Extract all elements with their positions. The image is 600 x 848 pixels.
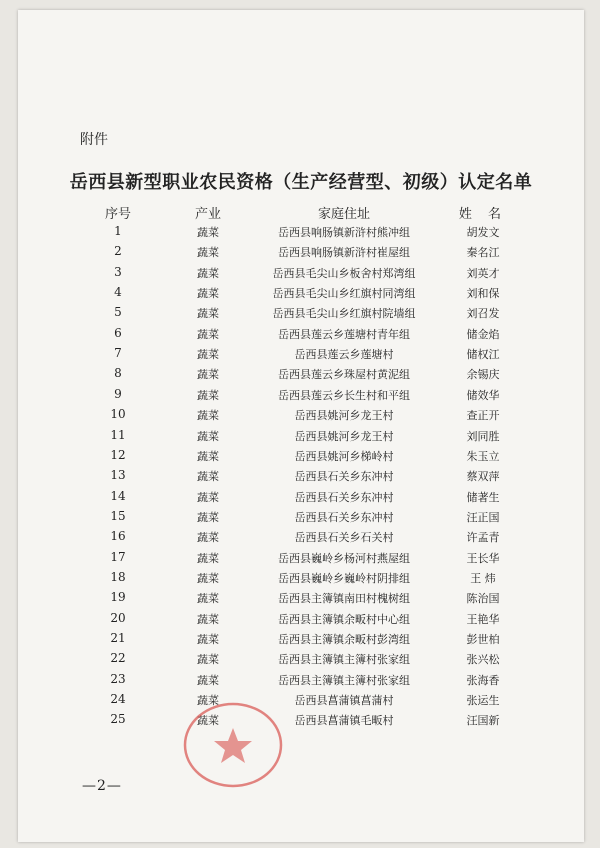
header-address: 家庭住址 bbox=[317, 207, 370, 222]
cell-no: 22 bbox=[110, 651, 126, 666]
cell-no: 2 bbox=[114, 244, 122, 259]
cell-no: 13 bbox=[110, 468, 126, 483]
cell-industry: 蔬菜 bbox=[197, 388, 219, 402]
cell-address: 岳西县石关乡东冲村 bbox=[294, 490, 394, 504]
cell-address: 岳西县主簿镇主簿村张家组 bbox=[278, 653, 410, 667]
cell-no: 15 bbox=[110, 508, 126, 523]
cell-name: 张海香 bbox=[466, 673, 500, 687]
cell-industry: 蔬菜 bbox=[197, 266, 219, 280]
cell-name: 刘同胜 bbox=[466, 429, 500, 443]
cell-name: 余锡庆 bbox=[466, 368, 500, 382]
cell-industry: 蔬菜 bbox=[197, 694, 219, 708]
table-row bbox=[18, 428, 584, 450]
cell-no: 25 bbox=[110, 712, 126, 727]
page-number: —2— bbox=[82, 778, 122, 794]
cell-no: 3 bbox=[114, 264, 122, 279]
cell-industry: 蔬菜 bbox=[197, 327, 219, 341]
cell-address: 岳西县石关乡东冲村 bbox=[294, 510, 394, 524]
table-row bbox=[18, 611, 584, 633]
cell-name: 汪正国 bbox=[466, 510, 500, 524]
document-page bbox=[18, 10, 584, 842]
cell-name: 刘和保 bbox=[466, 287, 500, 301]
cell-no: 21 bbox=[110, 631, 126, 645]
cell-name: 王 炜 bbox=[470, 571, 496, 585]
cell-address: 岳西县毛尖山乡红旗村院墙组 bbox=[272, 307, 416, 321]
cell-address: 岳西县巍岭乡杨河村燕屋组 bbox=[278, 551, 410, 565]
cell-address: 岳西县毛尖山乡板舍村郑湾组 bbox=[272, 266, 416, 280]
cell-name: 秦名江 bbox=[466, 246, 500, 260]
cell-no: 18 bbox=[110, 569, 126, 584]
cell-no: 10 bbox=[110, 407, 126, 422]
table-row bbox=[18, 346, 584, 368]
header-no: 序号 bbox=[104, 207, 131, 222]
cell-no: 20 bbox=[110, 610, 126, 625]
cell-address: 岳西县莲云乡珠屋村黄泥组 bbox=[278, 368, 410, 382]
table-row bbox=[18, 590, 584, 612]
cell-name: 查正开 bbox=[466, 409, 500, 423]
cell-industry: 蔬菜 bbox=[197, 714, 219, 728]
cell-industry: 蔬菜 bbox=[197, 429, 219, 443]
table-row bbox=[18, 631, 584, 653]
table-row bbox=[18, 529, 584, 551]
cell-name: 张运生 bbox=[466, 694, 500, 708]
cell-industry: 蔬菜 bbox=[197, 409, 219, 423]
table-row bbox=[18, 366, 584, 388]
cell-no: 9 bbox=[114, 386, 122, 401]
cell-no: 23 bbox=[110, 671, 126, 686]
cell-no: 14 bbox=[110, 488, 126, 503]
table-row bbox=[18, 224, 584, 246]
cell-industry: 蔬菜 bbox=[197, 612, 219, 626]
cell-industry: 蔬菜 bbox=[197, 633, 219, 646]
cell-name: 张兴松 bbox=[466, 653, 500, 667]
cell-name: 陈治国 bbox=[466, 592, 500, 606]
cell-address: 岳西县姚河乡龙王村 bbox=[294, 429, 394, 443]
document-title: 岳西县新型职业农民资格（生产经营型、初级）认定名单 bbox=[69, 172, 533, 193]
cell-name: 彭世柏 bbox=[466, 633, 500, 646]
cell-industry: 蔬菜 bbox=[197, 368, 219, 382]
cell-no: 6 bbox=[114, 325, 122, 340]
cell-address: 岳西县莲云乡莲塘村青年组 bbox=[278, 327, 410, 341]
cell-industry: 蔬菜 bbox=[197, 470, 219, 484]
cell-address: 岳西县莲云乡长生村和平组 bbox=[278, 388, 410, 402]
cell-address: 岳西县响肠镇新浒村崔屋组 bbox=[278, 246, 410, 260]
table-row bbox=[18, 407, 584, 429]
table-row bbox=[18, 448, 584, 470]
cell-no: 16 bbox=[110, 529, 126, 544]
cell-no: 4 bbox=[114, 285, 122, 300]
table-row bbox=[18, 326, 584, 348]
cell-address: 岳西县主簿镇余畈村彭湾组 bbox=[278, 633, 410, 646]
cell-address: 岳西县响肠镇新浒村熊冲组 bbox=[278, 226, 410, 239]
table-row bbox=[18, 244, 584, 266]
cell-industry: 蔬菜 bbox=[197, 673, 219, 687]
table-row bbox=[18, 305, 584, 327]
cell-no: 5 bbox=[114, 305, 122, 320]
cell-address: 岳西县姚河乡龙王村 bbox=[294, 409, 394, 423]
cell-name: 蔡双萍 bbox=[466, 470, 500, 484]
cell-name: 储效华 bbox=[466, 388, 500, 402]
attachment-label: 附件 bbox=[80, 132, 108, 148]
cell-industry: 蔬菜 bbox=[197, 246, 219, 260]
cell-address: 岳西县莲云乡莲塘村 bbox=[294, 348, 394, 362]
cell-no: 12 bbox=[110, 447, 126, 462]
table-row bbox=[18, 672, 584, 694]
table-row bbox=[18, 550, 584, 572]
table-row bbox=[18, 387, 584, 409]
cell-no: 8 bbox=[114, 366, 122, 381]
table-row bbox=[18, 651, 584, 673]
cell-name: 朱玉立 bbox=[466, 449, 500, 463]
cell-name: 刘召发 bbox=[466, 307, 500, 321]
cell-industry: 蔬菜 bbox=[197, 592, 219, 606]
cell-name: 储金焰 bbox=[466, 327, 500, 341]
cell-no: 24 bbox=[110, 692, 126, 707]
cell-industry: 蔬菜 bbox=[197, 653, 219, 667]
cell-no: 1 bbox=[114, 224, 122, 238]
cell-address: 岳西县石关乡东冲村 bbox=[294, 470, 394, 484]
cell-industry: 蔬菜 bbox=[197, 307, 219, 321]
cell-name: 王长华 bbox=[466, 551, 500, 565]
header-industry: 产业 bbox=[194, 207, 221, 222]
cell-industry: 蔬菜 bbox=[197, 510, 219, 524]
cell-industry: 蔬菜 bbox=[197, 571, 219, 585]
table-row bbox=[18, 692, 584, 714]
cell-industry: 蔬菜 bbox=[197, 531, 219, 545]
cell-address: 岳西县巍岭乡巍岭村阴排组 bbox=[278, 571, 410, 585]
table-row bbox=[18, 712, 584, 734]
table-row bbox=[18, 570, 584, 592]
table-header bbox=[18, 203, 584, 223]
cell-industry: 蔬菜 bbox=[197, 490, 219, 504]
cell-address: 岳西县菖蒲镇菖蒲村 bbox=[294, 694, 394, 708]
table-row bbox=[18, 468, 584, 490]
cell-industry: 蔬菜 bbox=[197, 449, 219, 463]
cell-address: 岳西县主簿镇南田村槐树组 bbox=[278, 592, 410, 606]
cell-address: 岳西县主簿镇余畈村中心组 bbox=[278, 612, 410, 626]
cell-name: 胡发文 bbox=[466, 226, 500, 239]
cell-name: 储著生 bbox=[466, 490, 500, 504]
cell-address: 岳西县石关乡石关村 bbox=[294, 531, 394, 545]
cell-no: 17 bbox=[110, 549, 126, 564]
table-row bbox=[18, 285, 584, 307]
cell-no: 7 bbox=[114, 346, 122, 361]
cell-no: 11 bbox=[110, 427, 126, 442]
table-row bbox=[18, 489, 584, 511]
cell-no: 19 bbox=[110, 590, 126, 605]
cell-address: 岳西县姚河乡梯岭村 bbox=[294, 449, 394, 463]
cell-industry: 蔬菜 bbox=[197, 348, 219, 362]
table-row bbox=[18, 265, 584, 287]
cell-name: 汪国新 bbox=[466, 714, 500, 728]
cell-industry: 蔬菜 bbox=[197, 287, 219, 301]
cell-address: 岳西县毛尖山乡红旗村同湾组 bbox=[272, 287, 416, 301]
cell-industry: 蔬菜 bbox=[197, 551, 219, 565]
cell-name: 许孟青 bbox=[466, 531, 500, 545]
table-row bbox=[18, 509, 584, 531]
cell-address: 岳西县菖蒲镇毛畈村 bbox=[294, 714, 394, 728]
cell-industry: 蔬菜 bbox=[197, 226, 219, 239]
cell-name: 王艳华 bbox=[466, 612, 500, 626]
cell-name: 储权江 bbox=[466, 348, 500, 362]
header-name: 姓 名 bbox=[458, 207, 508, 222]
cell-address: 岳西县主簿镇主簿村张家组 bbox=[278, 673, 410, 687]
cell-name: 刘英才 bbox=[466, 266, 500, 280]
